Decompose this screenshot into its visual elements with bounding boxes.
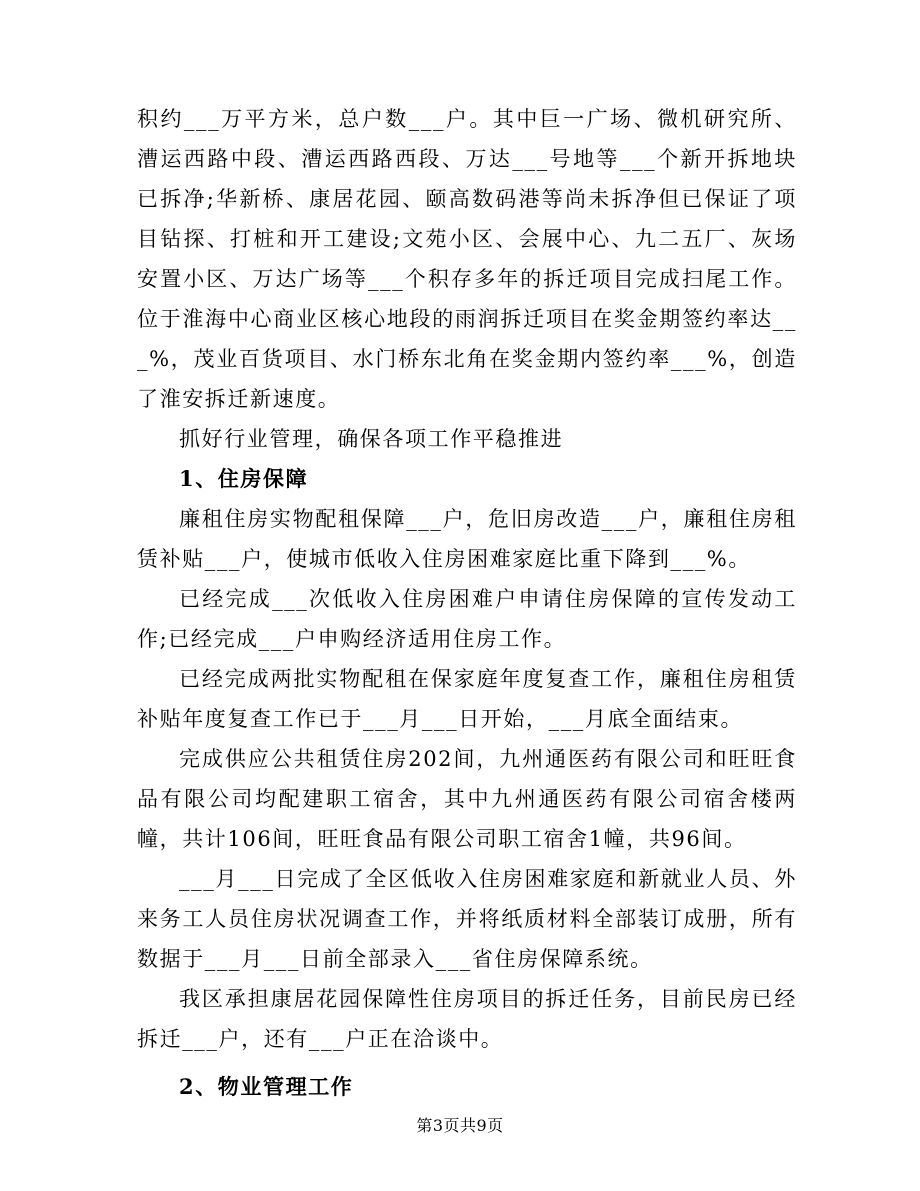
heading-property-management: 2、物业管理工作 (179, 1074, 354, 1099)
paragraph-survey-work: ___月___日完成了全区低收入住房困难家庭和新就业人员、外来务工人员住房状况调查工作，并将纸质材料全部装订成册，所有数据于___月___日前全部录入___省住房保障系统。 (137, 867, 797, 971)
document-body (137, 99, 797, 1107)
heading-housing-security: 1、住房保障 (179, 466, 309, 491)
paragraph-kangju-demolition: 我区承担康居花园保障性住房项目的拆迁任务，目前民房已经拆迁___户，还有___户正在洽谈中。 (137, 987, 797, 1051)
paragraph-annual-review: 已经完成两批实物配租在保家庭年度复查工作，廉租住房租赁补贴年度复查工作已于___月___日开始，___月底全面结束。 (137, 667, 797, 731)
paragraph-demolition-summary: 积约___万平方米，总户数___户。其中巨一广场、微机研究所、漕运西路中段、漕运西路西段、万达___号地等___个新开拆地块已拆净;华新桥、康居花园、颐高数码港等尚未拆净但已保证了项目钻探、打桩和开工建设;文苑小区、会展中心、九二五厂、灰场安置小区、万达广场等___个积存多年的拆迁项目完成扫尾工作。位于淮海中心商业区核心地段的雨润拆迁项目在奖金期签约率达___%，茂业百货项目、水门桥东北角在奖金期内签约率___%，创造了淮安拆迁新速度。 (137, 107, 797, 411)
page-number-footer: 第3页共9页 (416, 1116, 504, 1135)
paragraph-publicity-work: 已经完成___次低收入住房困难户申请住房保障的宣传发动工作;已经完成___户申购经济适用住房工作。 (137, 587, 797, 651)
paragraph-industry-management: 抓好行业管理，确保各项工作平稳推进 (179, 427, 564, 451)
paragraph-lowrent-housing: 廉租住房实物配租保障___户，危旧房改造___户，廉租住房租赁补贴___户，使城市低收入住房困难家庭比重下降到___%。 (137, 507, 797, 571)
paragraph-public-rental: 完成供应公共租赁住房202间，九州通医药有限公司和旺旺食品有限公司均配建职工宿舍，其中九州通医药有限公司宿舍楼两幢，共计106间，旺旺食品有限公司职工宿舍1幢，共96间。 (137, 747, 797, 851)
